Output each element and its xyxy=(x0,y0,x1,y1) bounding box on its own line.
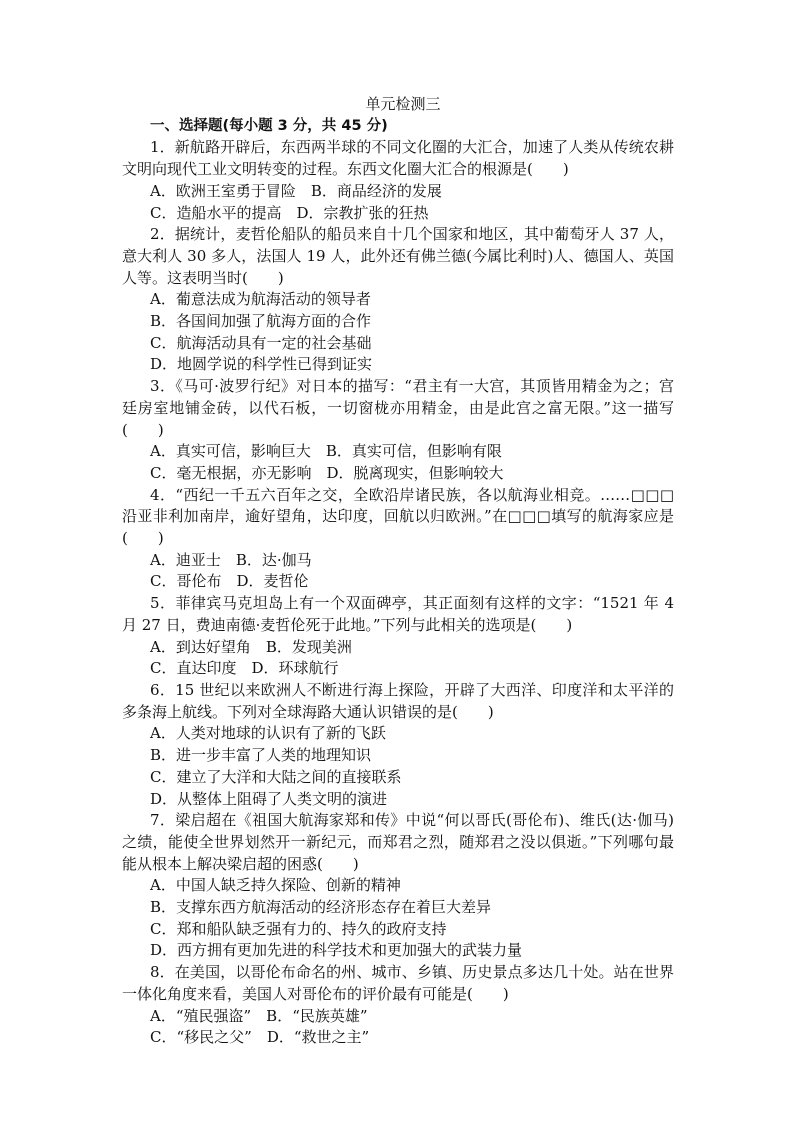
question-option: A．人类对地球的认识有了新的飞跃 xyxy=(150,724,386,743)
question-stem: 1．新航路开辟后，东西两半球的不同文化圈的大汇合，加速了人类从传统农耕文明向现代工业文明转变的过程。东西文化圈大汇合的根源是( ) xyxy=(122,138,674,179)
question-stem: 8．在美国，以哥伦布命名的州、城市、乡镇、历史景点多达几十处。站在世界一体化角度来看，美国人对哥伦布的评价最有可能是( ) xyxy=(122,963,674,1003)
question-option: C．郑和船队缺乏强有力的、持久的政府支持 xyxy=(150,919,447,938)
question-4 xyxy=(122,485,674,594)
question-option: B．进一步丰富了人类的地理知识 xyxy=(150,746,372,765)
question-stem: 2．据统计，麦哲伦船队的船员来自十几个国家和地区，其中葡萄牙人 37 人，意大利人 30 多人，法国人 19 人，此外还有佛兰德(今属比利时)人、德国人、英国人等。这表明当时( ) xyxy=(122,225,674,287)
question-7 xyxy=(122,810,674,962)
question-option: A．真实可信，影响巨大 B．真实可信，但影响有限 xyxy=(150,442,502,461)
question-option: A．“殖民强盗” B．“民族英雄” xyxy=(150,1006,368,1025)
question-option: D．西方拥有更加先进的科学技术和更加强大的武装力量 xyxy=(150,941,523,960)
question-6 xyxy=(122,680,674,810)
question-option: C．造船水平的提高 D．宗教扩张的狂热 xyxy=(150,203,429,222)
document-page xyxy=(122,94,674,1049)
question-stem: 3．《马可·波罗行纪》对日本的描写：“君主有一大宫，其顶皆用精金为之；宫廷房室地铺金砖，以代石板，一切窗栊亦用精金，由是此宫之富无限。”这一描写( ) xyxy=(122,377,674,439)
question-stem: 5．菲律宾马克坦岛上有一个双面碑亭，其正面刻有这样的文字：“1521 年 4 月 27 日，费迪南德·麦哲伦死于此地。”下列与此相关的选项是( ) xyxy=(122,594,674,634)
question-option: A．欧洲王室勇于冒险 B．商品经济的发展 xyxy=(150,181,442,200)
section-heading: 一、选择题(每小题 3 分，共 45 分) xyxy=(150,117,388,134)
question-3 xyxy=(122,376,674,485)
question-8 xyxy=(122,962,674,1049)
question-option: D．地圆学说的科学性已得到证实 xyxy=(150,355,373,374)
question-option: A．到达好望角 B．发现美洲 xyxy=(150,637,352,656)
question-option: A．迪亚士 B．达·伽马 xyxy=(150,550,312,569)
question-option: A．中国人缺乏持久探险、创新的精神 xyxy=(150,876,401,895)
question-option: C．哥伦布 D．麦哲伦 xyxy=(150,572,309,591)
question-2 xyxy=(122,224,674,376)
question-option: C．直达印度 D．环球航行 xyxy=(150,659,339,678)
question-option: B．各国间加强了航海方面的合作 xyxy=(150,312,372,331)
question-stem: 7．梁启超在《祖国大航海家郑和传》中说“何以哥氏(哥伦布)、维氏(达·伽马)之绩，能使全世界划然开一新纪元，而郑君之烈，随郑君之没以俱逝。”下列哪句最能从根本上解决梁启超的困惑( ) xyxy=(122,811,674,873)
question-option: C．建立了大洋和大陆之间的直接联系 xyxy=(150,767,402,786)
question-option: A．葡意法成为航海活动的领导者 xyxy=(150,290,371,309)
question-1 xyxy=(122,137,674,224)
question-option: C．毫无根据，亦无影响 D．脱离现实，但影响较大 xyxy=(150,463,504,482)
question-option: D．从整体上阻碍了人类文明的演进 xyxy=(150,789,388,808)
question-stem: 6．15 世纪以来欧洲人不断进行海上探险，开辟了大西洋、印度洋和太平洋的多条海上航线。下列对全球海路大通认识错误的是( ) xyxy=(122,680,674,721)
question-option: C．“移民之父” D．“救世之主” xyxy=(150,1028,370,1047)
question-option: B．支撑东西方航海活动的经济形态存在着巨大差异 xyxy=(150,898,492,917)
question-stem: 4．“西纪一千五六百年之交，全欧沿岸诸民族，各以航海业相竞。……□□□沿亚非利加南岸，逾好望角，达印度，回航以归欧洲。”在□□□填写的航海家应是( ) xyxy=(122,485,674,548)
question-option: C．航海活动具有一定的社会基础 xyxy=(150,333,372,352)
page-title: 单元检测三 xyxy=(365,95,441,113)
question-5 xyxy=(122,593,674,680)
